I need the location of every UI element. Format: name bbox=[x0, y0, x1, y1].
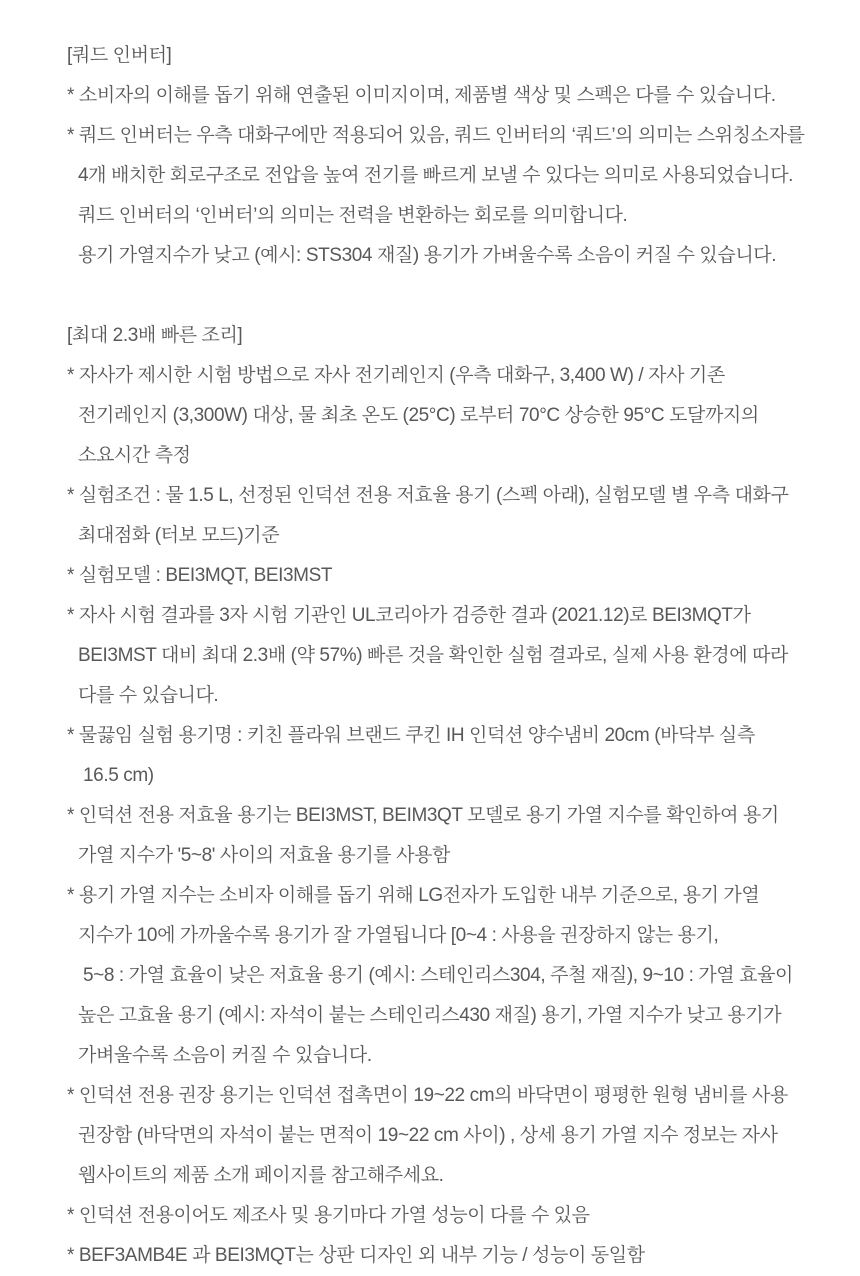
footnote-line: * 실험조건 : 물 1.5 L, 선정된 인덕션 전용 저효율 용기 (스펙 아래), 실험모델 별 우측 대화구 bbox=[67, 485, 789, 506]
footnote-line: * 자사 시험 결과를 3자 시험 기관인 UL코리아가 검증한 결과 (2021.12)로 BEI3MQT가 bbox=[67, 605, 751, 626]
footnote-line: 소요시간 측정 bbox=[78, 445, 191, 466]
footnote-line: * 자사가 제시한 시험 방법으로 자사 전기레인지 (우측 대화구, 3,400 W) / 자사 기존 bbox=[67, 365, 725, 386]
section-quad-inverter bbox=[67, 36, 840, 276]
footnote-line: 쿼드 인버터의 ‘인버터’의 의미는 전력을 변환하는 회로를 의미합니다. bbox=[78, 205, 628, 226]
footnote-line: 5~8 : 가열 효율이 낮은 저효율 용기 (예시: 스테인리스304, 주철 재질), 9~10 : 가열 효율이 bbox=[83, 965, 793, 986]
footnote-line: * 쿼드 인버터는 우측 대화구에만 적용되어 있음, 쿼드 인버터의 ‘쿼드’의 의미는 스위칭소자를 bbox=[67, 125, 805, 146]
footnote-line: * 인덕션 전용이어도 제조사 및 용기마다 가열 성능이 다를 수 있음 bbox=[67, 1205, 590, 1226]
footnote-line: 권장함 (바닥면의 자석이 붙는 면적이 19~22 cm 사이) , 상세 용기 가열 지수 정보는 자사 bbox=[78, 1125, 778, 1146]
section-spacer bbox=[67, 276, 840, 316]
footnote-line: 4개 배치한 회로구조로 전압을 높여 전기를 빠르게 보낼 수 있다는 의미로 사용되었습니다. bbox=[78, 165, 794, 186]
footnote-line: * BEF3AMB4E 과 BEI3MQT는 상판 디자인 외 내부 기능 / 성능이 동일함 bbox=[67, 1245, 645, 1266]
footnote-line: 전기레인지 (3,300W) 대상, 물 최초 온도 (25°C) 로부터 70°C 상승한 95°C 도달까지의 bbox=[78, 405, 759, 426]
section-fast-cooking bbox=[67, 316, 840, 1276]
footnote-line: 가벼울수록 소음이 커질 수 있습니다. bbox=[78, 1045, 372, 1066]
footnote-line: * 인덕션 전용 저효율 용기는 BEI3MST, BEIM3QT 모델로 용기 가열 지수를 확인하여 용기 bbox=[67, 805, 779, 826]
footnote-line: 가열 지수가 '5~8' 사이의 저효율 용기를 사용함 bbox=[78, 845, 450, 866]
footnote-line: 16.5 cm) bbox=[83, 765, 154, 786]
section-heading: [최대 2.3배 빠른 조리] bbox=[67, 325, 243, 346]
footnote-line: * 소비자의 이해를 돕기 위해 연출된 이미지이며, 제품별 색상 및 스펙은 다를 수 있습니다. bbox=[67, 85, 776, 106]
footnote-line: * 물끓임 실험 용기명 : 키친 플라워 브랜드 쿠킨 IH 인덕션 양수냄비 20cm (바닥부 실측 bbox=[67, 725, 755, 746]
footnote-line: * 인덕션 전용 권장 용기는 인덕션 접촉면이 19~22 cm의 바닥면이 평평한 원형 냄비를 사용 bbox=[67, 1085, 788, 1106]
footnote-line: 웹사이트의 제품 소개 페이지를 참고해주세요. bbox=[78, 1165, 444, 1186]
footnote-line: 높은 고효율 용기 (예시: 자석이 붙는 스테인리스430 재질) 용기, 가열 지수가 낮고 용기가 bbox=[78, 1005, 782, 1026]
footnote-line: 다를 수 있습니다. bbox=[78, 685, 219, 706]
section-heading: [쿼드 인버터] bbox=[67, 45, 172, 66]
footnote-line: * 용기 가열 지수는 소비자 이해를 돕기 위해 LG전자가 도입한 내부 기준으로, 용기 가열 bbox=[67, 885, 760, 906]
footnote-line: BEI3MST 대비 최대 2.3배 (약 57%) 빠른 것을 확인한 실험 결과로, 실제 사용 환경에 따라 bbox=[78, 645, 788, 666]
footnote-line: 지수가 10에 가까울수록 용기가 잘 가열됩니다 [0~4 : 사용을 권장하지 않는 용기, bbox=[78, 925, 719, 946]
footnote-line: 용기 가열지수가 낮고 (예시: STS304 재질) 용기가 가벼울수록 소음이 커질 수 있습니다. bbox=[78, 245, 777, 266]
footnote-line: 최대점화 (터보 모드)기준 bbox=[78, 525, 280, 546]
footnote-line: * 실험모델 : BEI3MQT, BEI3MST bbox=[67, 565, 333, 586]
